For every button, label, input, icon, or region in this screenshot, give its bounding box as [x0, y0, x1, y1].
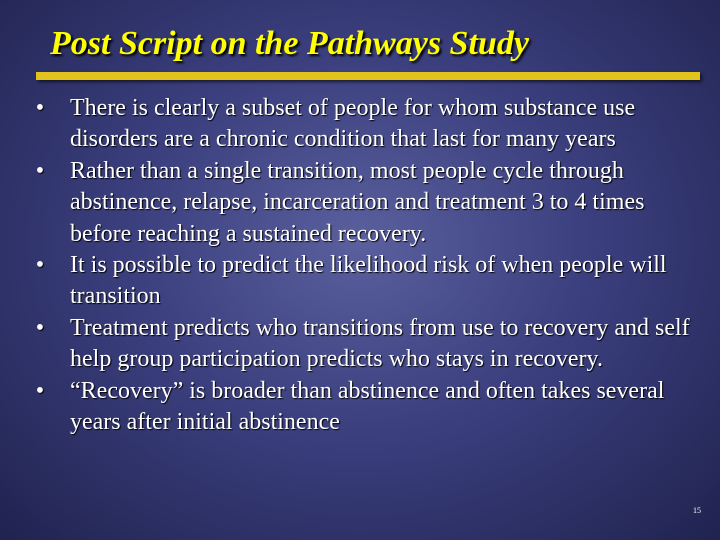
bullet-list	[30, 93, 690, 438]
bullet-item	[30, 156, 690, 250]
bullet-marker: •	[35, 314, 45, 341]
bullet-marker: •	[35, 377, 45, 404]
bullet-marker: •	[35, 252, 45, 279]
bullet-item	[30, 313, 690, 376]
bullet-marker: •	[35, 157, 45, 184]
bullet-item	[30, 250, 690, 313]
slide-number: 15	[693, 506, 701, 515]
slide-title: Post Script on the Pathways Study	[50, 25, 529, 62]
bullet-item	[30, 93, 690, 156]
title-underline	[36, 72, 700, 80]
bullet-text: Treatment predicts who transitions from use to recovery and self help group participation predicts who stays in recovery.	[70, 314, 690, 373]
bullet-text: Rather than a single transition, most people cycle through abstinence, relapse, incarceration and treatment 3 to 4 times before reaching a sustained recovery.	[70, 157, 645, 247]
bullet-marker: •	[35, 95, 45, 121]
bullet-text: It is possible to predict the likelihood risk of when people will transition	[70, 252, 667, 310]
bullet-text: “Recovery” is broader than abstinence and often takes several years after initial abstinence	[70, 377, 665, 436]
bullet-text: There is clearly a subset of people for whom substance use disorders are a chronic condition that last for many years	[70, 95, 636, 153]
bullet-item	[30, 376, 690, 439]
